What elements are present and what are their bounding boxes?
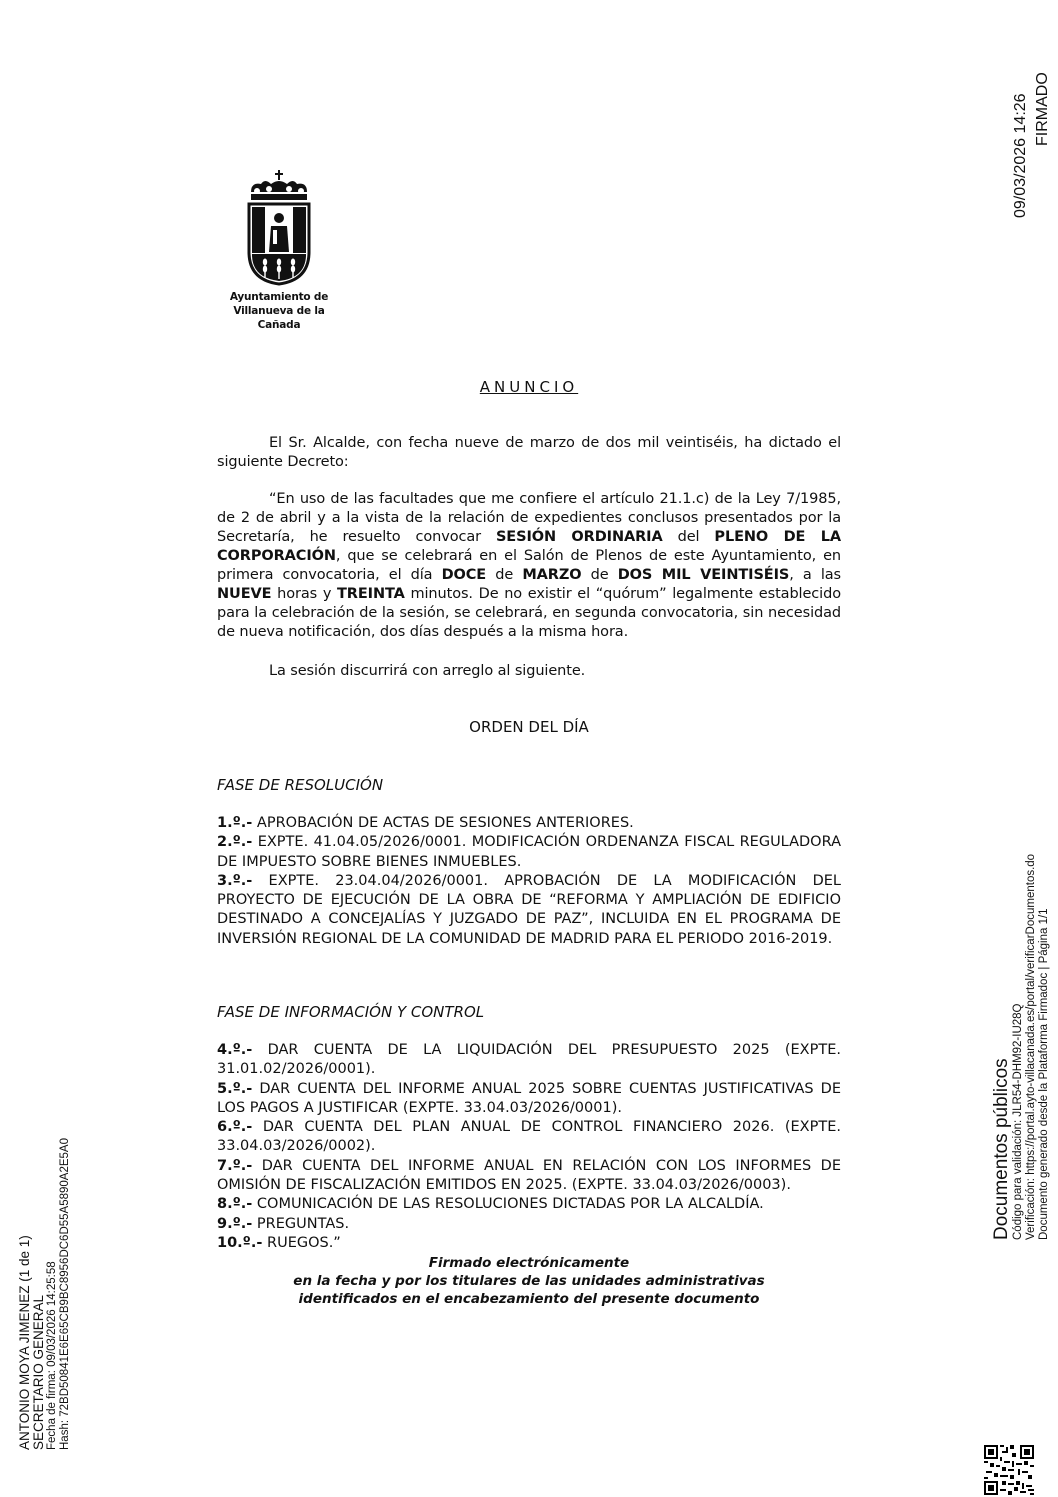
intro-paragraph: El Sr. Alcalde, con fecha nueve de marzo de dos mil veintiséis, ha dictado el siguiente Decreto: — [217, 435, 841, 470]
stamp-status: FIRMADO — [1034, 72, 1051, 146]
list-item: 5.º.- DAR CUENTA DEL INFORME ANUAL 2025 SOBRE CUENTAS JUSTIFICATIVAS DE LOS PAGOS A JUSTIFICAR (EXPTE. 33.04.03/2026/0001). — [217, 1080, 841, 1116]
electronic-signature-note: Firmado electrónicamente en la fecha y por los titulares de las unidades administrativas identificados en el encabezamiento del presente documento — [293, 1255, 765, 1307]
list-item: 7.º.- DAR CUENTA DEL INFORME ANUAL EN RELACIÓN CON LOS INFORMES DE OMISIÓN DE FISCALIZACIÓN EMITIDOS EN 2025. (EXPTE. 33.04.03/2026/0003). — [217, 1157, 841, 1194]
validation-code: Código para validación: JLR54-DHM92-IU28Q — [1012, 1003, 1024, 1240]
list-item: 2.º.- EXPTE. 41.04.05/2026/0001. MODIFICACIÓN ORDENANZA FISCAL REGULADORA DE IMPUESTO SOBRE BIENES INMUEBLES. — [217, 834, 841, 870]
phase-information-list — [217, 1041, 841, 1253]
document-title: ANUNCIO — [479, 378, 579, 396]
agenda-heading: ORDEN DEL DÍA — [469, 718, 589, 736]
phase-resolution-list — [217, 814, 841, 949]
public-docs-title: Documentos públicos — [991, 1058, 1012, 1240]
decree-paragraph: “En uso de las facultades que me confiere el artículo 21.1.c) de la Ley 7/1985, de 2 de abril y a la vista de la relación de expedientes conclusos presentados por la Secretaría, he resuelto convocar SESIÓN ORDINARIA del PLENO DE LA CORPORACIÓN, que se celebrará en el Salón de Plenos de este Ayuntamiento, en primera convocatoria, el día DOCE de MARZO de DOS MIL VEINTISÉIS, a las NUEVE horas y TREINTA minutos. De no existir el “quórum” legalmente establecido para la celebración de la sesión, se celebrará, en segunda convocatoria, sin necesidad de nueva notificación, dos días después a la misma hora. — [217, 491, 841, 640]
signer-date: Fecha de firma: 09/03/2026 14:25:58 — [46, 1261, 58, 1450]
signer-hash: Hash: 72BD50841E6E65CB9BC8956DC6D55A5890A2E5A0 — [58, 1138, 71, 1450]
phase-information-title: FASE DE INFORMACIÓN Y CONTROL — [217, 1003, 485, 1021]
stamp-datetime: 09/03/2026 14:26 — [1012, 93, 1029, 218]
list-item: 10.º.- RUEGOS.” — [217, 1234, 341, 1251]
list-item: 4.º.- DAR CUENTA DE LA LIQUIDACIÓN DEL PRESUPUESTO 2025 (EXPTE. 31.01.02/2026/0001). — [217, 1042, 841, 1078]
list-item: 8.º.- COMUNICACIÓN DE LAS RESOLUCIONES DICTADAS POR LA ALCALDÍA. — [217, 1196, 764, 1213]
municipal-logo — [214, 168, 344, 332]
session-line: La sesión discurrirá con arreglo al siguiente. — [269, 663, 586, 679]
list-item: 1.º.- APROBACIÓN DE ACTAS DE SESIONES ANTERIORES. — [217, 815, 634, 831]
generated-note: Documento generado desde la Plataforma Firmadoc | Página 1/1 — [1038, 908, 1050, 1240]
signer-role: SECRETARIO GENERAL — [31, 1294, 46, 1450]
qr-code-icon — [984, 1445, 1034, 1495]
verification-url[interactable]: Verificación: https://portal.ayto-villacanada.es/portal/verificarDocumentos.do — [1025, 853, 1037, 1240]
logo-line-2: Villanueva de la Cañada — [233, 305, 325, 331]
list-item: 3.º.- EXPTE. 23.04.04/2026/0001. APROBACIÓN DE LA MODIFICACIÓN DEL PROYECTO DE EJECUCIÓN DE LA OBRA DE “REFORMA Y AMPLIACIÓN DE EDIFICIO DESTINADO A CONCEJALÍAS Y JUZGADO DE PAZ”, INCLUIDA EN EL PROGRAMA DE INVERSIÓN REGIONAL DE LA COMUNIDAD DE MADRID PARA EL PERIODO 2016-2019. — [217, 872, 841, 947]
phase-resolution-title: FASE DE RESOLUCIÓN — [217, 776, 384, 794]
list-item: 6.º.- DAR CUENTA DEL PLAN ANUAL DE CONTROL FINANCIERO 2026. (EXPTE. 33.04.03/2026/0002). — [217, 1119, 841, 1155]
logo-line-1: Ayuntamiento de — [229, 291, 329, 303]
signer-name: ANTONIO MOYA JIMENEZ (1 de 1) — [17, 1235, 32, 1450]
list-item: 9.º.- PREGUNTAS. — [217, 1215, 350, 1232]
coat-of-arms-icon — [243, 168, 315, 286]
